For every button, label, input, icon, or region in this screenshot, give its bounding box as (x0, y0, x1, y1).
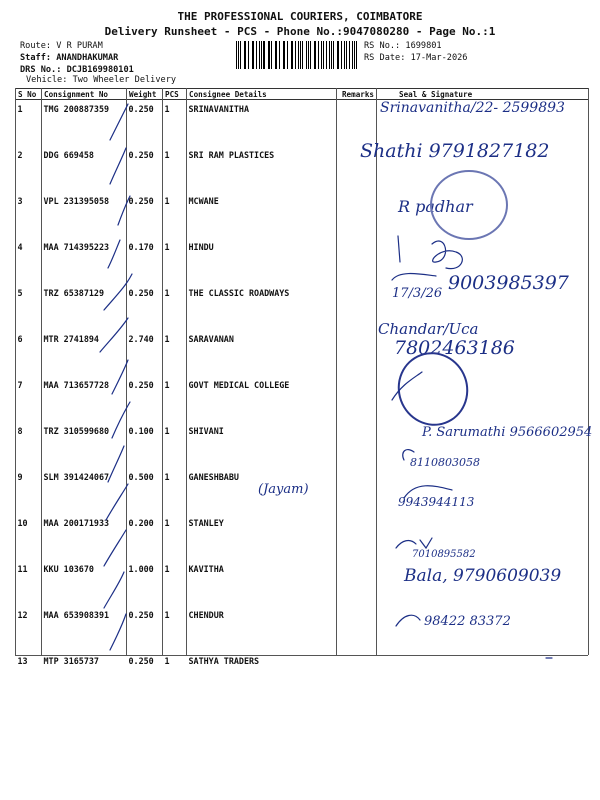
cell-pcs: 1 (164, 518, 170, 528)
cell-pcs: 1 (164, 564, 170, 574)
cell-pcs: 1 (164, 334, 170, 344)
cell-consignment: DDG 669458 (43, 150, 94, 160)
tick-stroke (112, 360, 128, 394)
cell-consignee: CHENDUR (188, 610, 224, 620)
tick-stroke (110, 148, 126, 184)
tick-stroke (108, 446, 124, 482)
cell-sno: 10 (17, 518, 28, 528)
vehicle-label: Vehicle: Two Wheeler Delivery (26, 75, 177, 85)
tick-stroke (110, 104, 128, 140)
cell-pcs: 1 (164, 610, 170, 620)
signature-row-3: R padhar (398, 197, 473, 216)
cell-weight: 0.250 (128, 104, 154, 114)
cell-pcs: 1 (164, 150, 170, 160)
signature-stroke-row-10 (404, 486, 452, 498)
cell-consignee: THE CLASSIC ROADWAYS (188, 288, 290, 298)
cell-sno: 5 (17, 288, 23, 298)
signature-stroke-row-13 (396, 615, 420, 626)
col-header-signature: Seal & Signature (377, 89, 589, 100)
cell-pcs: 1 (164, 242, 170, 252)
drs-number: DRS No.: DCJB169980101 (20, 65, 134, 75)
cell-pcs: 1 (164, 104, 170, 114)
signature-row-5-date: 17/3/26 (392, 286, 443, 301)
cell-pcs: 1 (164, 196, 170, 206)
cell-consignee: STANLEY (188, 518, 224, 528)
cell-sno: 8 (17, 426, 23, 436)
signature-row-10-phone: 9943944113 (398, 495, 475, 509)
cell-sno: 7 (17, 380, 23, 390)
tick-stroke (104, 572, 124, 608)
handwritten-consignee-note: (Jayam) (258, 482, 309, 497)
cell-weight: 0.250 (128, 656, 154, 666)
signature-row-13-phone: 98422 83372 (424, 614, 511, 629)
cell-sno: 2 (17, 150, 23, 160)
cell-pcs: 1 (164, 656, 170, 666)
tick-stroke (100, 318, 128, 352)
cell-consignment: MAA 713657728 (43, 380, 110, 390)
cell-consignee: GANESHBABU (188, 472, 239, 482)
cell-sno: 9 (17, 472, 23, 482)
cell-consignee: SHIVANI (188, 426, 224, 436)
signature-row-6-name: Chandar/Uca (378, 320, 479, 338)
tick-stroke (104, 530, 126, 566)
signature-row-5-phone: 9003985397 (448, 272, 569, 294)
signature-row-1: Srinavanitha/22- 2599893 (380, 100, 565, 116)
cell-consignment: KKU 103670 (43, 564, 94, 574)
cell-sno: 12 (17, 610, 28, 620)
col-header-consignment: Consignment No (42, 89, 127, 100)
cell-consignment: TRZ 310599680 (43, 426, 110, 436)
cell-weight: 0.250 (128, 150, 154, 160)
tick-stroke (110, 614, 126, 650)
cell-weight: 0.100 (128, 426, 154, 436)
cell-consignment: MAA 653908391 (43, 610, 110, 620)
cell-weight: 1.000 (128, 564, 154, 574)
signature-stroke-row-4 (398, 236, 400, 262)
cell-consignee: KAVITHA (188, 564, 224, 574)
cell-weight: 0.200 (128, 518, 154, 528)
col-header-remarks: Remarks (337, 89, 377, 100)
route-label: Route: V R PURAM (20, 41, 103, 51)
cell-sno: 13 (17, 656, 28, 666)
cell-consignee: SARAVANAN (188, 334, 234, 344)
cell-consignment: SLM 391424067 (43, 472, 110, 482)
cell-consignee: SRI RAM PLASTICES (188, 150, 275, 160)
cell-pcs: 1 (164, 380, 170, 390)
cell-weight: 0.250 (128, 380, 154, 390)
signature-stroke-row-8 (392, 372, 422, 400)
cell-sno: 4 (17, 242, 23, 252)
cell-pcs: 1 (164, 288, 170, 298)
rs-number: RS No.: 1699801 (364, 41, 442, 51)
signature-row-11-phone: 7010895582 (412, 549, 476, 560)
cell-sno: 11 (17, 564, 28, 574)
signature-row-9-phone: 8110803058 (410, 456, 480, 469)
staff-label: Staff: ANANDHAKUMAR (20, 53, 119, 63)
cell-sno: 3 (17, 196, 23, 206)
company-title: THE PROFESSIONAL COURIERS, COIMBATORE (177, 10, 423, 23)
cell-sno: 1 (17, 104, 23, 114)
cell-weight: 0.250 (128, 196, 154, 206)
cell-consignment: TRZ 65387129 (43, 288, 105, 298)
signature-row-2: Shathi 9791827182 (360, 140, 550, 162)
cell-consignee: MCWANE (188, 196, 219, 206)
cell-weight: 2.740 (128, 334, 154, 344)
cell-consignment: TMG 200887359 (43, 104, 110, 114)
tick-stroke (112, 402, 130, 438)
cell-consignment: MAA 714395223 (43, 242, 110, 252)
cell-weight: 0.500 (128, 472, 154, 482)
cell-consignee: SRINAVANITHA (188, 104, 250, 114)
signature-row-9-name: P. Sarumathi 9566602954 (422, 425, 593, 440)
cell-consignment: MTR 2741894 (43, 334, 99, 344)
signature-row-12: Bala, 9790609039 (404, 566, 562, 586)
cell-pcs: 1 (164, 426, 170, 436)
cell-consignee: SATHYA TRADERS (188, 656, 260, 666)
cell-consignee: GOVT MEDICAL COLLEGE (188, 380, 290, 390)
cell-consignment: VPL 231395058 (43, 196, 110, 206)
cell-consignment: MAA 200171933 (43, 518, 110, 528)
cell-consignee: HINDU (188, 242, 214, 252)
signature-stroke-row-4 (432, 241, 462, 269)
runsheet-subtitle: Delivery Runsheet - PCS - Phone No.:9047080280 - Page No.:1 (104, 25, 496, 38)
signature-row-6-phone: 7802463186 (394, 337, 515, 359)
cell-weight: 0.170 (128, 242, 154, 252)
cell-pcs: 1 (164, 472, 170, 482)
tick-stroke (108, 240, 120, 268)
signature-stroke-row-11 (396, 538, 432, 548)
tick-stroke (104, 274, 132, 310)
col-header-weight: Weight (127, 89, 163, 100)
rs-date: RS Date: 17-Mar-2026 (364, 53, 468, 63)
signature-stroke-row-9 (403, 450, 414, 460)
cell-sno: 6 (17, 334, 23, 344)
col-header-consignee: Consignee Details (187, 89, 337, 100)
col-header-sno: S No (16, 89, 42, 100)
col-header-pcs: PCS (163, 89, 187, 100)
signature-stroke-row-5 (392, 274, 436, 281)
cell-weight: 0.250 (128, 610, 154, 620)
cell-weight: 0.250 (128, 288, 154, 298)
cell-consignment: MTP 3165737 (43, 656, 99, 666)
tick-stroke (106, 484, 128, 520)
tick-stroke (118, 196, 130, 225)
